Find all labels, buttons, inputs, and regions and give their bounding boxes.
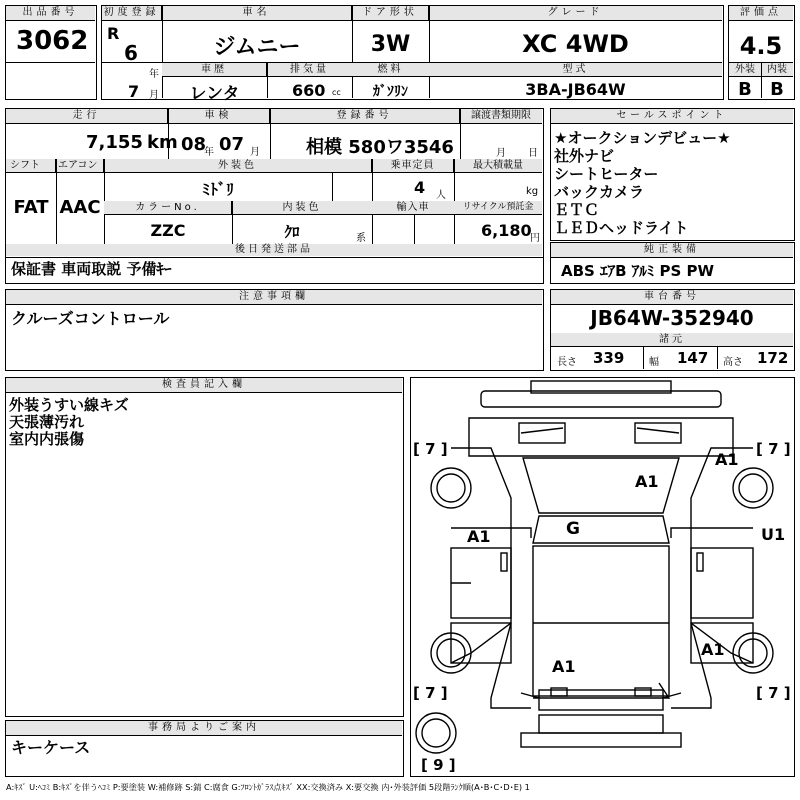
inspection-year: 08 (181, 134, 207, 155)
inspector-line: 天張薄汚れ (9, 413, 85, 431)
mark-rear-left: A1 (552, 657, 576, 676)
reg-year: 6 (124, 41, 138, 65)
inspector-line: 室内内張傷 (9, 430, 85, 448)
office-title: 事務局よりご案内 (6, 721, 402, 736)
sales-item: バックカメラ (554, 183, 645, 201)
notice-title: 注意事項欄 (6, 290, 542, 305)
color-value: ﾐﾄﾞﾘ (201, 180, 234, 199)
office-box (5, 720, 404, 777)
tire-rear-left: [ 7 ] (413, 684, 448, 702)
length-value: 339 (593, 349, 625, 367)
sales-item: ＬＥＤヘッドライト (554, 219, 689, 237)
sales-item: 社外ナビ (554, 147, 615, 165)
later-parts-box (5, 256, 544, 284)
displacement-unit: cc (332, 88, 341, 97)
fuel-value: ｶﾞｿﾘﾝ (373, 84, 408, 100)
history-label: 車歴 (162, 63, 267, 77)
displacement-label: 排気量 (267, 63, 352, 77)
recycle-label: リサイクル預託金 (454, 201, 542, 215)
mark-right-door: U1 (761, 525, 786, 544)
car-diagram (410, 377, 795, 777)
mark-roof: A1 (635, 472, 659, 491)
inspection-month: 07 (219, 134, 245, 155)
interior-label: 内装 (761, 63, 793, 77)
model-value: 3BA-JB64W (525, 80, 626, 99)
score-box (728, 5, 795, 100)
tire-front-left: [ 7 ] (413, 440, 448, 458)
shift-value: FAT (13, 197, 49, 218)
model-label: 型式 (429, 63, 722, 77)
mark-left-door: A1 (467, 527, 491, 546)
chassis-number: JB64W-352940 (590, 306, 754, 330)
score-value: 4.5 (739, 32, 783, 60)
interior-color-label: 内装色 (232, 201, 372, 215)
inspection-label: 車検 (168, 109, 270, 124)
colorno-value: ZZC (150, 221, 186, 240)
era: R (107, 24, 120, 43)
inspection-year-unit: 年 (204, 147, 214, 158)
month-unit: 月 (149, 90, 159, 101)
header-main-box (101, 5, 724, 104)
tire-rear-right: [ 7 ] (756, 684, 791, 702)
capacity-label: 乗車定員 (372, 159, 454, 173)
mark-windshield: G (566, 519, 580, 539)
color-label: 外装色 (104, 159, 372, 173)
sales-item: ★オークションデビュー★ (554, 129, 731, 147)
door-type: 3W (370, 32, 411, 57)
inspection-month-unit: 月 (250, 147, 260, 158)
interior-color-unit: 系 (356, 233, 366, 244)
sales-points-box (550, 108, 795, 241)
plate-label: 登録番号 (270, 109, 460, 124)
tire-spare: [ 9 ] (421, 756, 456, 774)
sales-points-title: セールスポイント (551, 109, 793, 124)
equipment-title: 純正装備 (551, 243, 793, 258)
score-label: 評価点 (729, 6, 793, 21)
width-value: 147 (677, 349, 709, 367)
later-parts-value: 保証書 車両取説 予備ｷｰ (11, 260, 172, 278)
mileage-label: 走行 (6, 109, 168, 124)
tire-front-right: [ 7 ] (756, 440, 791, 458)
sales-item: シートヒーター (554, 165, 659, 183)
interior-grade: B (770, 79, 784, 100)
exterior-label: 外装 (729, 63, 761, 77)
inspector-line: 外装うすい線キズ (9, 396, 129, 414)
capacity-value: 4 (414, 178, 426, 197)
colorno-label: カラーNo. (104, 201, 232, 215)
ac-label: エアコン (56, 159, 104, 173)
grade-label: グレード (429, 6, 722, 21)
displacement-value: 660 (292, 81, 326, 100)
grade: XC 4WD (522, 30, 629, 58)
year-unit: 年 (149, 69, 159, 80)
history-value: レンタ (189, 84, 240, 104)
car-outline-svg (411, 378, 793, 775)
equipment-value: ABS ｴｱB ｱﾙﾐ PS PW (561, 262, 715, 280)
inspector-title: 検査員記入欄 (6, 378, 402, 393)
transfer-label: 譲渡書類期限 (460, 109, 542, 124)
name-label: 車名 (162, 6, 352, 21)
width-label: 幅 (649, 357, 659, 368)
load-label: 最大積載量 (454, 159, 542, 173)
inspector-box (5, 377, 404, 717)
lot-label: 出品番号 (6, 6, 95, 21)
transfer-day-unit: 日 (528, 148, 538, 159)
length-label: 長さ (557, 357, 577, 368)
height-label: 高さ (723, 357, 743, 368)
sales-item: ＥＴＣ (554, 201, 600, 219)
plate-value: 相模 580ワ3546 (306, 137, 454, 158)
import-label: 輸入車 (372, 201, 454, 215)
notice-box (5, 289, 544, 371)
notice-value: クルーズコントロール (11, 309, 170, 328)
capacity-unit: 人 (436, 190, 446, 201)
spec-box (5, 108, 544, 258)
reg-month: 7 (128, 82, 140, 101)
later-parts-label: 後日発送部品 (6, 244, 542, 256)
load-unit: kg (526, 186, 539, 197)
car-name: ジムニー (213, 35, 301, 60)
shift-label: シフト (6, 159, 56, 173)
mileage-value: 7,155 (86, 132, 143, 153)
first-reg-label: 初度登録 (102, 6, 162, 21)
transfer-month-unit: 月 (496, 148, 506, 159)
lot-number: 3062 (16, 26, 89, 56)
mark-rear-right: A1 (701, 640, 725, 659)
mileage-unit: km (147, 132, 178, 153)
lot-box (5, 5, 97, 100)
exterior-grade: B (738, 79, 752, 100)
recycle-unit: 円 (530, 233, 540, 244)
height-value: 172 (757, 349, 789, 367)
fuel-label: 燃料 (352, 63, 429, 77)
dims-title: 諸元 (551, 333, 793, 347)
chassis-title: 車台番号 (551, 290, 793, 305)
recycle-value: 6,180 (481, 221, 532, 240)
door-label: ドア形状 (352, 6, 429, 21)
legend: A:ｷｽﾞ U:ﾍｺﾐ B:ｷｽﾞを伴うﾍｺﾐ P:要塗装 W:補修跡 S:錆 C:腐食 G:ﾌﾛﾝﾄｶﾞﾗｽ点ｷｽﾞ XX:交換済み X:要交換 内･外装評価 5段階ﾗﾝｸ順(A･B･C･D･E) 1 (6, 782, 530, 792)
chassis-box (550, 289, 795, 371)
mark-front-right: A1 (715, 450, 739, 469)
ac-value: AAC (59, 197, 101, 218)
interior-color-value: ｸﾛ (284, 223, 300, 241)
equipment-box (550, 242, 795, 284)
office-value: キーケース (11, 738, 91, 757)
